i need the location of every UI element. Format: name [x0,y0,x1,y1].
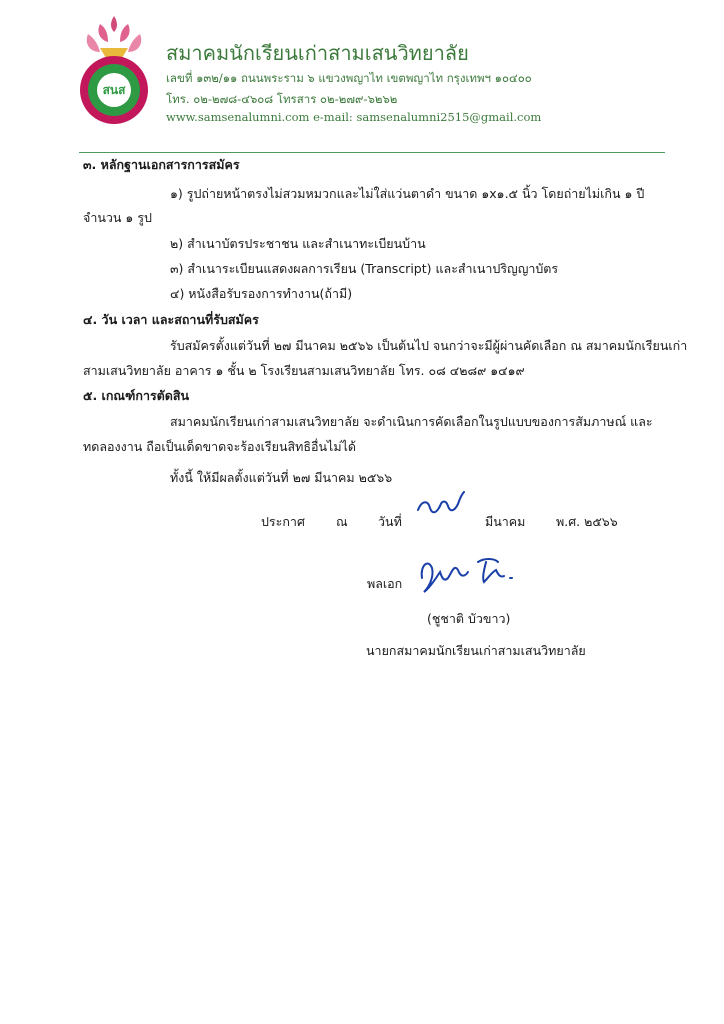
announce-year: พ.ศ. ๒๕๖๖ [556,514,618,529]
org-name: สมาคมนักเรียนเก่าสามเสนวิทยาลัย [166,41,469,65]
effective-date: ทั้งนี้ ให้มีผลตั้งแต่วันที่ ๒๗ มีนาคม ๒๕๖๖ [170,470,393,485]
logo-text: สนส [102,83,126,97]
announce-wanthi: วันที่ [378,514,402,529]
announce-month: มีนาคม [485,514,526,529]
crest-ornament [87,16,142,58]
signer-title: นายกสมาคมนักเรียนเก่าสามเสนวิทยาลัย [366,643,586,658]
handwritten-day [414,486,478,524]
section5-line2: ทดลองงาน ถือเป็นเด็ดขาดจะร้องเรียนสิทธิอื่นไม่ได้ [83,439,356,454]
association-logo [70,14,158,126]
section3-item1-cont: จำนวน ๑ รูป [83,210,152,225]
org-address: เลขที่ ๑๓๒/๑๑ ถนนพระราม ๖ แขวงพญาไท เขตพญาไท กรุงเทพฯ ๑๐๔๐๐ [166,71,532,85]
signer-rank: พลเอก [367,576,403,591]
section3-item1: ๑) รูปถ่ายหน้าตรงไม่สวมหมวกและไม่ใส่แว่นตาดำ ขนาด ๑x๑.๕ นิ้ว โดยถ่ายไม่เกิน ๑ ปี [170,186,645,201]
section5-heading: ๕. เกณฑ์การตัดสิน [83,388,190,403]
signer-name: (ชูชาติ บัวขาว) [427,611,511,626]
section3-heading: ๓. หลักฐานเอกสารการสมัคร [83,157,240,172]
section3-item2: ๒) สำเนาบัตรประชาชน และสำเนาทะเบียนบ้าน [170,236,426,251]
section4-heading: ๔. วัน เวลา และสถานที่รับสมัคร [83,312,259,327]
section3-item4: ๔) หนังสือรับรองการทำงาน(ถ้ามี) [170,286,353,301]
section5-line1: สมาคมนักเรียนเก่าสามเสนวิทยาลัย จะดำเนินการคัดเลือกในรูปแบบของการสัมภาษณ์ และ [170,414,653,429]
header-divider [79,152,665,153]
section4-line1: รับสมัครตั้งแต่วันที่ ๒๗ มีนาคม ๒๕๖๖ เป็นต้นไป จนกว่าจะมีผู้ผ่านคัดเลือก ณ สมาคมนักเรียนเก่า [170,338,688,353]
announce-na: ณ [336,514,348,529]
org-phone: โทร. ๐๒-๒๗๘-๔๖๐๘ โทรสาร ๐๒-๒๗๙-๖๒๖๒ [166,92,398,106]
section3-item3: ๓) สำเนาระเบียนแสดงผลการเรียน (Transcript) และสำเนาปริญญาบัตร [170,261,559,276]
announce-prakat: ประกาศ [261,514,305,529]
signature-mark [414,548,524,600]
org-web-email: www.samsenalumni.com e-mail: samsenalumni2515@gmail.com [166,110,542,124]
section4-line2: สามเสนวิทยาลัย อาคาร ๑ ชั้น ๒ โรงเรียนสามเสนวิทยาลัย โทร. ๐๘ ๔๒๘๙ ๑๔๑๙ [83,363,525,378]
